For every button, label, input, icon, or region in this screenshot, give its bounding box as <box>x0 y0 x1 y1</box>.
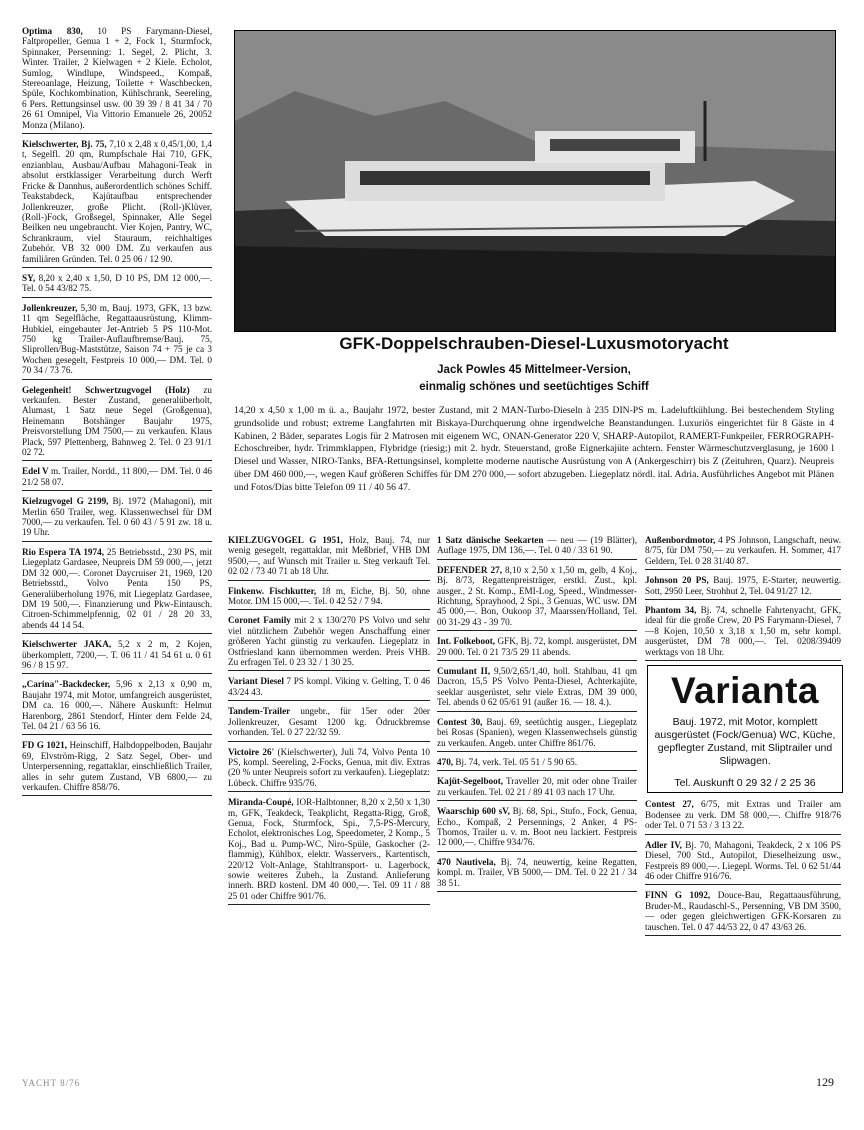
ad-text: Bj. 74, verk. Tel. 05 51 / 5 90 65. <box>455 756 578 767</box>
ad-text: Bj. 1972 (Mahagoni), mit Merlin 650 Trailer, weg. Klassenwechsel für DM 7000,— zu verkaufen. Tel. 0 60 43 / 5 91 zw. 18 u. 19 Uhr. <box>22 496 212 538</box>
ad-heading: Variant Diesel <box>228 676 284 687</box>
ad-text: 5,96 x 2,13 x 0,90 m, Baujahr 1974, mit Motor, umfangreich ausgerüstet, DM ca. 16 000,—. Nähere Auskunft: Helmut Harenborg, 2861 Stendorf, Hinter dem Felde 24, Tel. 04 21 / 63 56 16. <box>22 679 213 731</box>
ad-heading: Tandem-Trailer <box>228 706 291 717</box>
ad-text: 4 PS Johnson, Langschaft, neuw. 8/75, für DM 750,— zu verkaufen. H. Sommer, 417 Geldern, Tel. 0 28 31/40 87. <box>645 535 841 566</box>
ad-text: Bauj. 69, seetüchtig ausger., Liegeplatz bei Rosas (Spanien), wegen Klassenwechsels günstig zu verkaufen. Angeb. unter Chiffre 861/76. <box>437 716 638 748</box>
magazine-footer: YACHT 8/76 <box>22 1078 81 1088</box>
ad-heading: Int. Folkeboot, <box>437 636 496 647</box>
classified-ad <box>437 563 637 631</box>
ad-heading: Edel V <box>22 466 49 477</box>
ad-heading: Johnson 20 PS, <box>645 575 709 586</box>
classified-ad <box>22 738 212 796</box>
feature-subtitle-line2: einmalig schönes und seetüchtiges Schiff <box>419 381 649 393</box>
ad-heading: „Carina"-Backdecker, <box>22 679 111 690</box>
ad-heading: Kajüt-Segelboot, <box>437 776 504 787</box>
classified-ad <box>22 137 212 268</box>
ad-text: Heinschiff, Halbdoppelboden, Baujahr 69, Elvström-Rigg, 2 Satz Segel, Ober- und Unterpersenning, regattaklar, einschließlich Trailer, alles in sehr gutem Zustand, VB 6800,— zu verkaufen. Chiffre 858/76. <box>22 740 212 792</box>
ad-heading: DEFENDER 27, <box>437 564 503 575</box>
feature-title: GFK-Doppelschrauben-Diesel-Luxusmotoryacht <box>339 334 729 353</box>
ad-text: 8,20 x 2,40 x 1,50, D 10 PS, DM 12 000,—. Tel. 0 54 43/82 75. <box>22 272 212 294</box>
ad-text: Bj. 74, neuwertig, keine Regatten, kompl. m. Trailer, VB 5000,— DM. Tel. 0 22 21 / 34 38 51. <box>437 856 638 888</box>
ad-heading: Finkenw. Fischkutter, <box>228 585 317 596</box>
ad-text: 10 PS Farymann-Diesel, Faltpropeller, Genua 1 + 2, Fock 1, Sturmfock, Spinnaker, Persenning: 1. Segel, 2. Plicht, 3. Winter. Trailer, 2 Kielwagen + 2 Kiele. Echolot, Sumlog, Windlupe, Windspeed., Kompaß, Stereoanlage, Heizung, Toilette + Waschbecken, Spüle, Kochkombination, Kühlschrank, Seereling, 6 Pers. Rettungsinsel usw. 00 39 39 / 8 41 34 / 70 26 61 Omnipel, Via Vittorio Emanuele 26, 20052 Monza (Milano). <box>22 26 212 130</box>
ad-text: Holz, Bauj. 74, nur wenig gesegelt, regattaklar, mit Meßbrief, VHB DM 9500,—, auf Wunsch mit Trailer u. Steg verkauft Tel. 02 02 / 73 40 71 ab 18 Uhr. <box>228 535 430 577</box>
classified-ad <box>228 745 430 793</box>
ad-heading: Miranda-Coupé, <box>228 797 294 808</box>
ad-heading: Cumulant II, <box>437 666 491 677</box>
feature-body: 14,20 x 4,50 x 1,00 m ü. a., Baujahr 1972, bester Zustand, mit 2 MAN-Turbo-Dieseln à 235 DIN-PS m. Ladeluftkühlung. Bei bestechendem Styling grundsolide und robust; extreme Langfahrten mit Biskaya-Durchquerung ohne irgendwelche Beanstandungen. Luxuriös eingerichtet für 8 Gäste in 4 Kabinen, 2 Bäder, separates Logis für 2 Matrosen mit eigenem WC, ONAN-Generator 220 V, SHARP-Autopilot, RAMERT-Funkpeiler, FERROGRAPH-Echoschreiber, hydr. Trimmklappen, Flybridge (riesig;) mit 2. hydr. Steuerstand, große Eignerkajüte achtern. Fenster Wärmeschutzverglasung, je 1600 l Diesel und Wasser, NIRO-Tanks, BFA-Rettungsinsel, komplette moderne nautische Ausrüstung von A (Ankergeschirr) bis Z (Zeituhren, Quarz). Neupreis über DM 460 000,—, wegen Kauf größeren Schiffes für DM 270 000,— sofort abzugeben. Liegeplatz nördl. ital. Adria. Ausführliches Angebot mit Plänen und Fotos/Dias bitte Telefon 09 11 / 40 56 47. <box>234 405 834 493</box>
ad-text: 6/75, mit Extras und Trailer am Bodensee zu verk. DM 58 000,—. Chiffre 918/76 oder Tel. 0 71 53 / 3 13 22. <box>645 799 841 831</box>
classified-ad <box>437 755 637 771</box>
ad-heading: Waarschip 600 sV, <box>437 806 510 817</box>
ad-heading: Außenbordmotor, <box>645 535 716 545</box>
page-number: 129 <box>816 1075 834 1089</box>
feature-subtitle-line1: Jack Powles 45 Mittelmeer-Version, <box>437 364 631 376</box>
classified-ad <box>437 855 637 892</box>
ad-text: Traveller 20, mit oder ohne Trailer zu verkaufen. Tel. 02 21 / 89 41 03 nach 17 Uhr. <box>437 776 637 797</box>
ad-heading: 470 Nautivela, <box>437 856 496 867</box>
classified-ad <box>228 613 430 671</box>
classified-ad <box>228 584 430 611</box>
classified-ad <box>228 795 430 905</box>
classified-ad <box>645 533 841 570</box>
classified-ad <box>22 545 212 634</box>
ad-heading: 1 Satz dänische Seekarten <box>437 535 544 545</box>
classified-ad <box>437 634 637 661</box>
classified-ad <box>22 301 212 380</box>
ad-text: 5,2 x 2 m, 2 Kojen, überkomplett, 7200,—. T. 06 11 / 41 54 61 u. 0 61 96 / 8 15 97. <box>22 639 212 670</box>
ad-text: zu verkaufen. Bester Zustand, generalüberholt, Alumast, 1 Satz neue Segel (Großgenua), Heinemann Botshänger Baujahr 1975, Preisvorstellung DM 7500,— zu verkaufen. Klaus Plack, 597 Plettenberg, Bahnweg 2. Tel. 0 23 91/1 02 72. <box>22 384 213 458</box>
ad-text: Bj. 74, schnelle Fahrtenyacht, GFK, ideal für die große Crew, 20 PS Farymann-Diesel, 7—8 Kojen, 10,50 x 3,18 x 1,50 m, sehr kompl. ausgerüstet, DM 78 000,—. Tel. 0208/39409 werktags von 18 Uhr. <box>645 605 842 657</box>
ad-heading: Adler IV, <box>645 839 682 850</box>
ad-text: 8,10 x 2,50 x 1,50 m, gelb, 4 Koj., Bj. 8/73, Regattenpreisträger, erstkl. Zust., kpl. ausger., 2 St. Komp., EMI-Log, Speed., Windmesser-Richtung, Sprayhood, 2 Spi., 3 Genuas, WC usw. DM 45 000,—. Bon, Oukoop 37, Maarssen/Holland, Tel. 00 31-29 43 - 39 70. <box>437 564 638 627</box>
featured-ad <box>228 26 840 523</box>
ad-text: — neu — (19 Blätter), Auflage 1975, DM 136,—. Tel. 0 40 / 33 61 90. <box>437 535 638 556</box>
classified-ad <box>437 533 637 560</box>
classified-ad <box>22 24 212 134</box>
ad-heading: Kielschwerter, Bj. 75, <box>22 139 107 150</box>
ad-text: Bj. 68, Spi., Stufo., Fock, Genua, Echo., Kompaß, 2 Persennings, 2 Anker, 4 PS-Thomos, Trailer u. v. m. Boot neu lackiert. Festpreis 12 000,—. Chiffre 934/76. <box>437 806 637 848</box>
varianta-text: Bauj. 1972, mit Motor, komplett ausgerüstet (Fock/Genua) WC, Küche, gepflegter Zustand, mit Sliptrailer und Slipwagen. <box>654 716 836 768</box>
ad-heading: Phantom 34, <box>645 605 697 616</box>
yacht-photo <box>234 30 836 332</box>
varianta-tel: Tel. Auskunft 0 29 32 / 2 25 36 <box>674 777 816 790</box>
ad-text: 18 m, Eiche, Bj. 50, ohne Motor. DM 15 000,—. Tel. 0 42 52 / 7 94. <box>228 585 430 607</box>
classified-ad <box>22 271 212 298</box>
classified-ad <box>22 464 212 491</box>
ad-heading: FD G 1021, <box>22 740 67 751</box>
classified-ad <box>228 674 430 701</box>
ad-text: mit 2 x 130/270 PS Volvo und sehr viel nützlichem Zubehör wegen Anschaffung einer größeren Yacht günstig zu verkaufen. Liegeplatz in Ostfriesland kann übernommen werden. Preis VHB. Zu erfragen Tel. 0 23 32 / 1 30 25. <box>228 615 431 668</box>
ad-heading: FINN G 1092, <box>645 890 711 901</box>
classified-ad <box>22 677 212 735</box>
varianta-ad <box>647 665 843 793</box>
classified-ad <box>645 797 841 834</box>
classified-ad <box>437 804 637 852</box>
ad-heading: Contest 30, <box>437 716 483 727</box>
ad-text: m. Trailer, Nordd., 11 800,— DM. Tel. 0 46 21/2 58 07. <box>22 466 213 487</box>
ad-text: Bauj. 1975, E-Starter, neuwertig. Sott, 2950 Leer, Strohhut 2, Tel. 04 91/27 12. <box>645 575 841 596</box>
ad-text: Douce-Bau, Regattaausführung, Bruder-M., Raudaschl-S., Persenning, VB DM 3500,— oder gegen gleichwertigen GFK-Korsaren zu tauschen. Tel. 0 47 44/53 22, 0 47 43/63 26. <box>645 890 842 932</box>
ad-text: IOR-Halbtonner, 8,20 x 2,50 x 1,30 m, GFK, Teakdeck, Teakplicht, Regatta-Rigg, Groß, Genua, Fock, Sturmfock, Spi., 7,5-PS-Mercury, Echolot, elektronisches Log, Speedometer, 2 Komp., 5 Koj., Bad u. Pump-WC, Niro-Spüle, Gaskocher (2-flammig), Kühlbox, elektr. Wasservers., Kartentisch, 220/12 Volt-Anlage, Stahltransport- u. Lagerbock, sowie weiteres Zubeh., la Zustand. Anlieferung innerh. BRD kostenl. DM 40 000,—. Tel. 09 11 / 88 25 01 oder Chiffre 901/76. <box>228 797 430 901</box>
ad-text: GFK, Bj. 72, kompl. ausgerüstet, DM 29 000. Tel. 0 21 73/5 29 11 abends. <box>437 636 637 657</box>
column-3 <box>437 533 637 895</box>
column-4 <box>645 533 841 939</box>
classified-ad <box>437 774 637 801</box>
ad-heading: Contest 27, <box>645 799 694 810</box>
classified-ad <box>228 704 430 741</box>
classified-ad <box>645 888 841 936</box>
column-2 <box>228 533 430 908</box>
ad-heading: KIELZUGVOGEL G 1951, <box>228 535 343 545</box>
classified-ad <box>645 603 841 661</box>
classified-ad <box>645 838 841 886</box>
ad-heading: Kielschwerter JAKA, <box>22 639 112 650</box>
varianta-name: Varianta <box>671 670 819 712</box>
ad-heading: Jollenkreuzer, <box>22 302 78 313</box>
classified-ad <box>22 383 212 462</box>
classified-ad <box>437 664 637 712</box>
ad-text: 5,30 m, Bauj. 1973, GFK, 13 bzw. 11 qm Segelfläche, Regattaausrüstung, Klimm-Hubkiel, eingebauter Jet-Antrieb 5 PS 110-Mot. 750 kg Trailer-Auflaufbremse/Bauj. 75, Sliprollen/Bug-Maststütze, Saison 74 + 75 je ca 3 Wochen gesegelt, Festpreis 10 000,— DM. Tel. 0 70 34 / 73 76. <box>22 302 213 376</box>
classified-ad <box>22 494 212 542</box>
ad-text: (Kielschwerter), Juli 74, Volvo Penta 10 PS, kompl. Seereling, 2-Focks, Genua, mit div. Extras (20 % unter Neupreis sofort zu verkaufen). Liegeplatz: Lübeck. Chiffre 935/76. <box>228 746 431 788</box>
ad-text: 7 PS kompl. Viking v. Gelting, T. 0 46 43/24 43. <box>228 676 431 697</box>
classified-ad <box>645 573 841 600</box>
classified-ad <box>22 637 212 674</box>
feature-subtitle <box>228 362 840 396</box>
ad-heading: SY, <box>22 272 36 283</box>
column-1 <box>22 24 212 799</box>
ad-heading: Gelegenheit! Schwertzugvogel (Holz) <box>22 384 190 395</box>
ad-text: ungebr., für 15er oder 20er Jollenkreuzer, Gesamt 1200 kg. Ödruckbremse vorhanden. Tel. 0 27 22/32 59. <box>228 706 430 738</box>
ad-text: 7,10 x 2,48 x 0,45/1,00, 1,4 t, Segelfl. 20 qm, Rumpfschale Hai 710, GFK, enzianblau, Ausbau/Aufbau Mahagoni-Teak in absolut erstklassiger Verarbeitung durch Werft Fricke & Dannhus, außerordentlich schönes Schiff. Teakstabdeck, Kajütaufbau entsprechender Jollenkreuzer, große Plicht. (Roll-)Klüver, (Roll-)Fock, Großsegel, Spinnaker, Alle Segel Beilken neu ungebraucht. Vier Kojen, Pantry, WC, Schrankraum, viel Stauraum, reichhaltiges Zubehör. VB 32 000 DM. Zu verkaufen aus familiären Gründen. Tel. 0 25 06 / 12 90. <box>22 139 212 264</box>
classified-ad <box>437 715 637 752</box>
classified-ad <box>228 533 430 581</box>
ad-text: 9,50/2,65/1,40, holl. Stahlbau, 41 qm Dacron, 15,5 PS Volvo Penta-Diesel, Achterkajüte, seeklar ausgerüstet, sehr viele Extras, DM 39 000, Tel. abends 0 62 05/61 91 (außer 16. — 18. 4.). <box>437 666 637 708</box>
ad-heading: Optima 830, <box>22 26 83 36</box>
ad-heading: Kielzugvogel G 2199, <box>22 496 109 507</box>
ad-text: Bj. 70, Mahagoni, Teakdeck, 2 x 106 PS Diesel, 700 Std., Autopilot, Dieselheizung usw., Festpreis 89 000,—. Liegepl. Worms. Tel. 0 62 51/44 46 oder Chiffre 916/76. <box>645 839 842 881</box>
ad-heading: Coronet Family <box>228 615 291 626</box>
ad-heading: Rio Espera TA 1974, <box>22 546 105 557</box>
ad-text: 25 Betriebsstd., 230 PS, mit Liegeplatz Gardasee, Neupreis DM 59 000,—, jetzt DM 32 000,—. Coronet Daycruiser 21, 1969, 120 Betriebsstd., Volvo Penta 150 PS, Generalüberholung 1976, mit Liegeplatz Gardasee, DM 19 500,—. Finanzierung und Pkw-Eintausch. Citroen-Schimmelpfennig, 02 01 / 28 20 33, abends 44 14 54. <box>22 546 213 630</box>
ad-heading: Victoire 26' <box>228 746 275 757</box>
ad-heading: 470, <box>437 756 454 767</box>
